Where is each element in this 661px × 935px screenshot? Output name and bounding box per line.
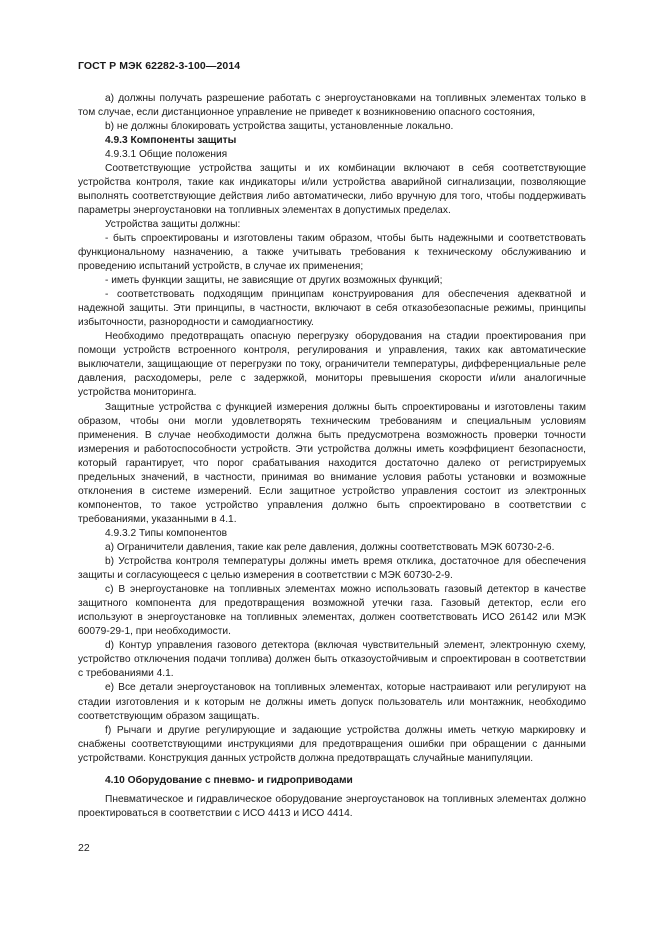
- list-item: - быть спроектированы и изготовлены таким образом, чтобы быть надежными и соответствовать функциональному назначению, а также учитывать требования к техническому обслуживанию и проведению испытаний устройств, в случае их применения;: [78, 232, 586, 273]
- paragraph-item-b: b) не должны блокировать устройства защиты, установленные локально.: [105, 120, 454, 132]
- subsection-heading-4-9-3-1: 4.9.3.1 Общие положения: [105, 148, 228, 160]
- list-item: - иметь функции защиты, не зависящие от других возможных функций;: [105, 275, 443, 287]
- paragraph: Защитные устройства с функцией измерения должны быть спроектированы и изготовлены таким образом, чтобы они могли удовлетворять техническим требованиям и специальным условиям применения. В случае необходимости должна быть предусмотрена возможность проверки точности измерения и работоспособности устройств. Эти устройства должны иметь коэффициент безопасности, который гарантирует, что порог срабатывания находится достаточно далеко от регистрируемых предельных значений, в частности, принимая во внимание условия работы установки и возможные отклонения в системе измерений. Если защитное устройство управления состоит из электронных компонентов, то такое устройство управления должно быть спроектировано в соответствии с требованиями, указанными в 4.1.: [78, 401, 586, 525]
- paragraph: Устройства защиты должны:: [105, 218, 241, 230]
- section-heading-4-10: 4.10 Оборудование с пневмо- и гидроприводами: [105, 774, 353, 786]
- document-header: ГОСТ Р МЭК 62282-3-100—2014: [78, 60, 241, 72]
- list-item: - соответствовать подходящим принципам конструирования для обеспечения адекватной и надежной защиты. Эти принципы, в частности, включают в себя отказобезопасные режимы, принципы избыточности, разнородности и самодиагностику.: [78, 289, 586, 329]
- paragraph: Необходимо предотвращать опасную перегрузку оборудования на стадии проектирования при помощи устройств встроенного контроля, регулирования и управления, таких как автоматические выключатели, защищающие от перегрузки по току, ограничители температуры, дифференциальные реле давления, расходомеры, реле с задержкой, мониторы превышения скорости и/или аналогичные устройства мониторинга.: [78, 331, 586, 399]
- paragraph-item-a: а) должны получать разрешение работать с энергоустановками на топливных элементах только в том случае, если дистанционное управление не приведет к возникновению опасного состояния,: [78, 92, 586, 118]
- paragraph-item-b: b) Устройства контроля температуры должны иметь время отклика, достаточное для обеспечения защиты и согласующееся с целью измерения в соответствии с МЭК 60730-2-9.: [78, 556, 586, 582]
- paragraph-item-e: e) Все детали энергоустановок на топливных элементах, которые настраивают или регулируют на стадии изготовления и к которым не должны иметь допуск пользователь или монтажник, необходимо соответствующим образом защищать.: [78, 682, 586, 722]
- paragraph: Пневматическое и гидравлическое оборудование энергоустановок на топливных элементах должно проектироваться в соответствии с ИСО 4413 и ИСО 4414.: [78, 793, 586, 819]
- subsection-heading-4-9-3-2: 4.9.3.2 Типы компонентов: [105, 527, 228, 539]
- paragraph-item-c: c) В энергоустановке на топливных элементах можно использовать газовый детектор в качестве защитного компонента для предотвращения возможной утечки газа. Газовый детектор, если его используют в энергоустановке на топливных элементах, должен соответствовать ИСО 26142 или МЭК 60079-29-1, при необходимости.: [78, 584, 586, 638]
- paragraph: Соответствующие устройства защиты и их комбинации включают в себя соответствующие устройства контроля, такие как индикаторы и/или устройства аварийной сигнализации, позволяющие выполнять соответствующие действия либо автоматически, либо вручную для того, чтобы поддерживать параметры энергоустановки на топливных элементах в допустимых пределах.: [78, 162, 586, 216]
- paragraph-item-d: d) Контур управления газового детектора (включая чувствительный элемент, электронную схему, устройство отключения подачи топлива) должен быть отказоустойчивым и спроектирован в соответствии с требованиями 4.1.: [78, 640, 586, 680]
- page-number: 22: [78, 842, 90, 854]
- paragraph-item-a: а) Ограничители давления, такие как реле давления, должны соответствовать МЭК 60730-2-6.: [105, 542, 555, 553]
- spacer: [78, 766, 586, 774]
- document-body: [78, 92, 586, 821]
- section-heading-4-9-3: 4.9.3 Компоненты защиты: [105, 134, 237, 146]
- paragraph-item-f: f) Рычаги и другие регулирующие и задающие устройства должны иметь четкую маркировку и снабжены соответствующими инструкциями для предотвращения ошибки при обращении с данными устройствами. Конструкция данных устройств должна предотвращать случайные манипуляции.: [78, 724, 586, 764]
